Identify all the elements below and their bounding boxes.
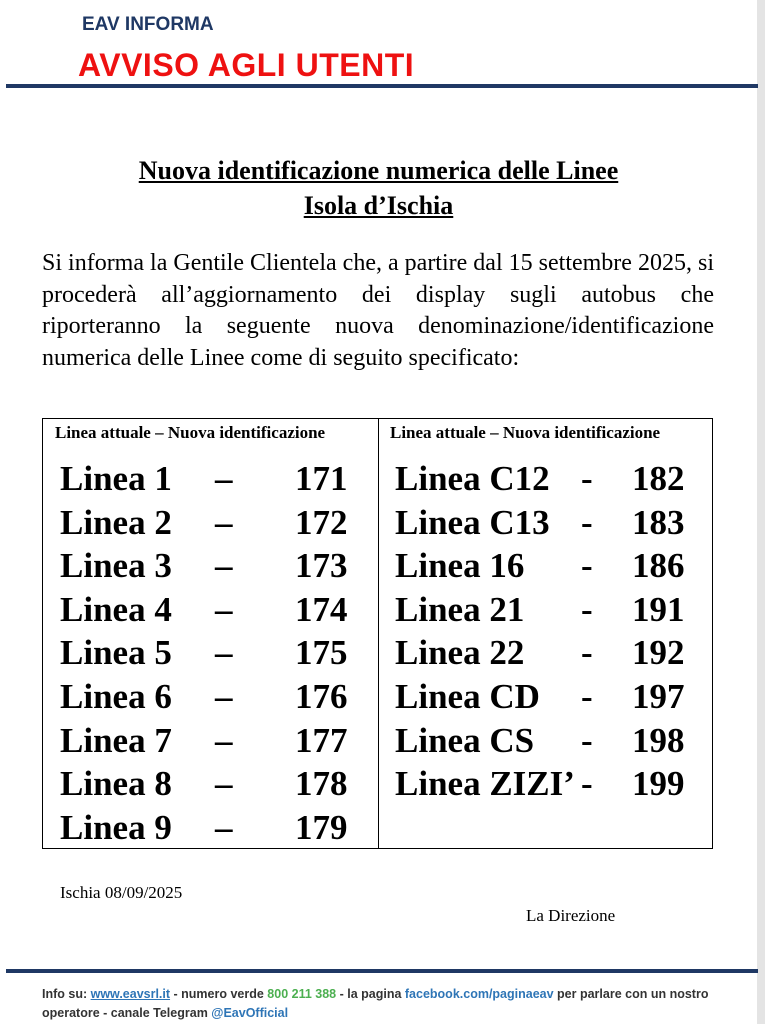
right-separator: - bbox=[581, 589, 593, 629]
right-current-line: Linea 21 bbox=[395, 589, 525, 629]
right-column-header: Linea attuale – Nuova identificazione bbox=[390, 423, 661, 442]
left-new-number: 175 bbox=[295, 633, 348, 673]
left-current-line: Linea 9 bbox=[60, 807, 172, 847]
left-separator: – bbox=[215, 807, 233, 847]
right-current-line: Linea ZIZI’ bbox=[395, 764, 575, 804]
footer-text: - la pagina bbox=[336, 987, 405, 1001]
right-new-number: 197 bbox=[632, 677, 685, 716]
right-new-number: 182 bbox=[632, 459, 685, 498]
footer-text: - numero verde bbox=[170, 987, 268, 1001]
lines-table bbox=[42, 418, 713, 849]
left-current-line: Linea 2 bbox=[60, 502, 172, 542]
notice-title: Nuova identificazione numerica delle Linee bbox=[138, 156, 619, 185]
left-separator: – bbox=[215, 459, 233, 498]
header-divider bbox=[6, 84, 758, 88]
headline: AVVISO AGLI UTENTI bbox=[78, 47, 415, 83]
left-separator: – bbox=[215, 502, 233, 542]
left-new-number: 172 bbox=[295, 502, 348, 542]
right-new-number: 198 bbox=[632, 720, 685, 760]
footer-text: per parlare con un nostro operatore - canale Telegram bbox=[42, 987, 709, 1020]
left-current-line: Linea 7 bbox=[60, 720, 172, 760]
footer-text: Info su: bbox=[42, 987, 91, 1001]
notice-body: Si informa la Gentile Clientela che, a partire dal 15 settembre 2025, si procederà all’aggiornamento dei display sugli autobus che riporteranno la seguente nuova denominazione/identificazione numerica delle Linee come di seguito specificato: bbox=[42, 250, 714, 371]
left-separator: – bbox=[215, 546, 233, 586]
left-new-number: 173 bbox=[295, 546, 348, 586]
right-current-line: Linea C13 bbox=[395, 502, 550, 542]
left-new-number: 171 bbox=[295, 459, 348, 498]
left-current-line: Linea 3 bbox=[60, 546, 172, 586]
left-separator: – bbox=[215, 633, 233, 673]
right-current-line: Linea 16 bbox=[395, 546, 525, 586]
right-new-number: 186 bbox=[632, 546, 685, 586]
left-separator: – bbox=[215, 589, 233, 629]
right-current-line: Linea CD bbox=[395, 677, 540, 716]
place-date: Ischia 08/09/2025 bbox=[60, 883, 183, 902]
right-new-number: 192 bbox=[632, 633, 685, 673]
right-new-number: 191 bbox=[632, 589, 685, 629]
left-separator: – bbox=[215, 764, 233, 804]
right-separator: - bbox=[581, 720, 593, 760]
left-current-line: Linea 8 bbox=[60, 764, 172, 804]
right-new-number: 199 bbox=[632, 764, 685, 804]
footer-info bbox=[42, 985, 742, 1023]
phone-number: 800 211 388 bbox=[267, 987, 337, 1001]
right-separator: - bbox=[581, 459, 593, 498]
left-new-number: 177 bbox=[295, 720, 348, 760]
right-separator: - bbox=[581, 764, 593, 804]
left-current-line: Linea 6 bbox=[60, 677, 172, 716]
left-new-number: 179 bbox=[295, 807, 348, 847]
org-label: EAV INFORMA bbox=[82, 14, 214, 35]
left-column-header: Linea attuale – Nuova identificazione bbox=[55, 423, 326, 442]
right-separator: - bbox=[581, 546, 593, 586]
signature: La Direzione bbox=[526, 906, 616, 925]
right-new-number: 183 bbox=[632, 502, 685, 542]
footer-divider bbox=[6, 969, 758, 973]
right-separator: - bbox=[581, 677, 593, 716]
right-separator: - bbox=[581, 502, 593, 542]
website-link[interactable]: www.eavsrl.it bbox=[90, 987, 171, 1001]
right-separator: - bbox=[581, 633, 593, 673]
left-separator: – bbox=[215, 677, 233, 716]
page-edge bbox=[757, 0, 765, 1024]
left-new-number: 178 bbox=[295, 764, 348, 804]
column-divider bbox=[378, 419, 379, 848]
left-current-line: Linea 1 bbox=[60, 459, 172, 498]
right-current-line: Linea C12 bbox=[395, 459, 550, 498]
notice-subtitle: Isola d’Ischia bbox=[303, 191, 454, 220]
telegram-handle[interactable]: @EavOfficial bbox=[211, 1006, 289, 1020]
left-new-number: 176 bbox=[295, 677, 348, 716]
left-current-line: Linea 4 bbox=[60, 589, 172, 629]
right-current-line: Linea 22 bbox=[395, 633, 525, 673]
facebook-link[interactable]: facebook.com/paginaeav bbox=[404, 987, 554, 1001]
left-current-line: Linea 5 bbox=[60, 633, 172, 673]
left-new-number: 174 bbox=[295, 589, 348, 629]
left-separator: – bbox=[215, 720, 233, 760]
right-current-line: Linea CS bbox=[395, 720, 535, 760]
